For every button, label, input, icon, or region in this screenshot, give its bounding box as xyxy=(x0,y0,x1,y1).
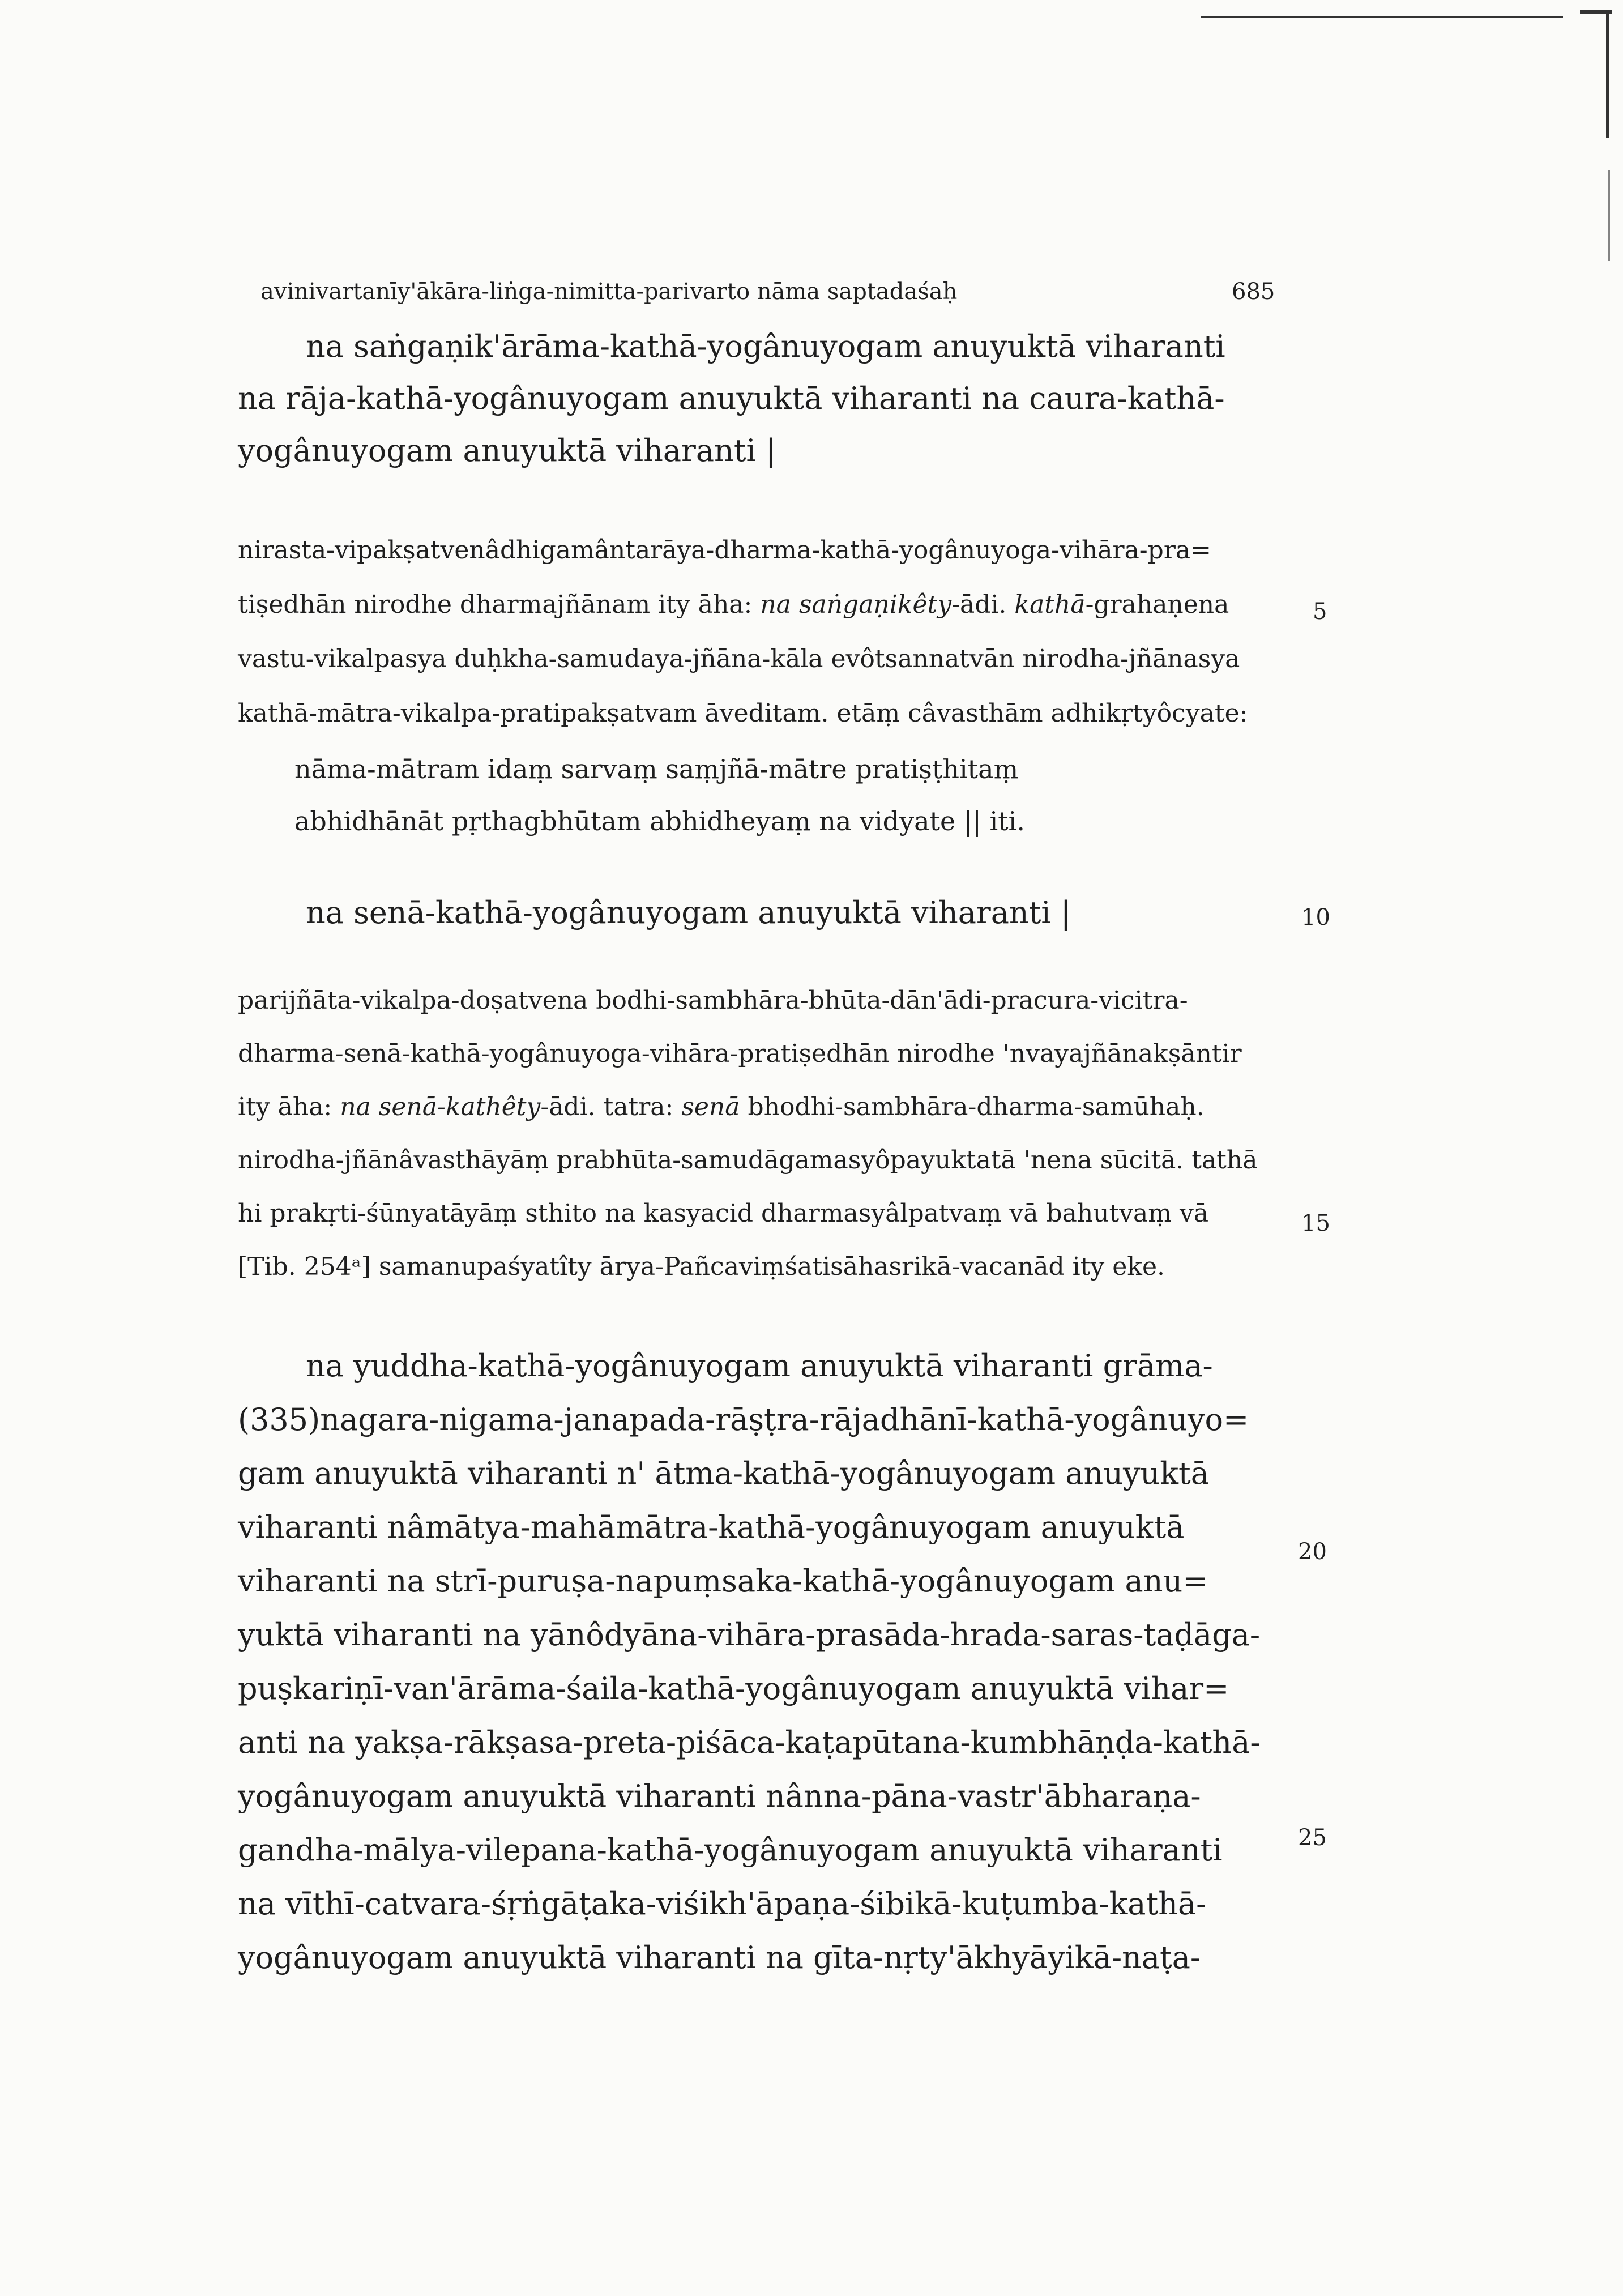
mula-block-3 xyxy=(238,1348,1261,1996)
lemma: kathā xyxy=(1014,590,1086,619)
commentary-line: nirasta-vipakṣatvenâdhigamântarāya-dharma-kathā-yogânuyoga-vihāra-pra= xyxy=(238,536,1211,565)
commentary-text: ity āha: xyxy=(238,1092,340,1121)
mula-line: yogânuyogam anuyuktā viharanti nânna-pāna-vastr'ābharaṇa- xyxy=(238,1778,1201,1814)
margin-line-number: 5 xyxy=(1313,599,1327,625)
commentary-text: tiṣedhān nirodhe dharmajñānam ity āha: xyxy=(238,590,761,619)
mula-line: na rāja-kathā-yogânuyogam anuyuktā viharanti na caura-kathā- xyxy=(238,381,1225,416)
commentary-line: vastu-vikalpasya duḥkha-samudaya-jñāna-kāla evôtsannatvān nirodha-jñānasya xyxy=(238,645,1240,673)
mula-line: yogânuyogam anuyuktā viharanti na gīta-nṛty'ākhyāyikā-naṭa- xyxy=(238,1940,1201,1975)
mula-line: viharanti nâmātya-mahāmātra-kathā-yogânuyogam anuyuktā xyxy=(238,1509,1185,1545)
mula-line: anti na yakṣa-rākṣasa-preta-piśāca-kaṭapūtana-kumbhāṇḍa-kathā- xyxy=(238,1725,1261,1760)
mula-line: na vīthī-catvara-śṛṅgāṭaka-viśikh'āpaṇa-śibikā-kuṭumba-kathā- xyxy=(238,1886,1207,1922)
mula-block-1 xyxy=(238,328,1225,488)
commentary-text: -ādi. xyxy=(951,590,1015,619)
mula-line: viharanti na strī-puruṣa-napuṃsaka-kathā-yogânuyogam anu= xyxy=(238,1563,1208,1599)
verse-block xyxy=(294,756,1025,860)
commentary-text: -ādi. tatra: xyxy=(540,1092,682,1121)
mula-line: gandha-mālya-vilepana-kathā-yogânuyogam anuyuktā viharanti xyxy=(238,1832,1223,1868)
commentary-block-2 xyxy=(238,988,1257,1308)
commentary-text: -grahaṇena xyxy=(1085,590,1229,619)
verse-line: abhidhānāt pṛthagbhūtam abhidheyaṃ na vidyate || iti. xyxy=(294,806,1025,837)
commentary-line: [Tib. 254ᵃ] samanupaśyatîty ārya-Pañcaviṃśatisāhasrikā-vacanād ity eke. xyxy=(238,1252,1165,1281)
commentary-line: nirodha-jñānâvasthāyāṃ prabhūta-samudāgamasyôpayuktatā 'nena sūcitā. tathā xyxy=(238,1146,1258,1175)
verse-line: nāma-mātram idaṃ sarvaṃ saṃjñā-mātre pratiṣṭhitaṃ xyxy=(294,754,1019,784)
commentary-line xyxy=(238,592,1248,647)
mula-line: gam anuyuktā viharanti n' ātma-kathā-yogânuyogam anuyuktā xyxy=(238,1456,1209,1491)
margin-line-number: 15 xyxy=(1301,1210,1330,1236)
mula-line: na saṅgaṇik'ārāma-kathā-yogânuyogam anuyuktā viharanti xyxy=(306,328,1225,364)
margin-line-number: 20 xyxy=(1298,1539,1327,1565)
scan-edge-right-rule xyxy=(1606,14,1609,138)
margin-line-number: 10 xyxy=(1301,904,1330,931)
scan-edge-top-rule xyxy=(1201,16,1563,18)
page-number: 685 xyxy=(1232,279,1275,305)
lemma: senā xyxy=(681,1092,740,1121)
running-title: avinivartanīy'ākāra-liṅga-nimitta-parivarto nāma saptadaśaḥ xyxy=(260,279,958,305)
mula-line: yuktā viharanti na yānôdyāna-vihāra-prasāda-hrada-saras-taḍāga- xyxy=(238,1617,1261,1653)
commentary-line: parijñāta-vikalpa-doṣatvena bodhi-sambhāra-bhūta-dān'ādi-pracura-vicitra- xyxy=(238,986,1188,1015)
mula-line: na yuddha-kathā-yogânuyogam anuyuktā viharanti grāma- xyxy=(306,1348,1213,1384)
commentary-line: dharma-senā-kathā-yogânuyoga-vihāra-pratiṣedhān nirodhe 'nvayajñānakṣāntir xyxy=(238,1039,1242,1068)
commentary-line xyxy=(238,1092,1257,1148)
margin-line-number: 25 xyxy=(1298,1825,1327,1851)
scan-edge-right-rule-lower xyxy=(1608,170,1610,261)
lemma: na saṅgaṇikêty xyxy=(760,590,952,619)
commentary-text: bhodhi-sambhāra-dharma-samūhaḥ. xyxy=(740,1092,1205,1121)
mula-line: na senā-kathā-yogânuyogam anuyuktā viharanti | xyxy=(306,895,1071,931)
mula-line: yogânuyogam anuyuktā viharanti | xyxy=(238,433,776,468)
lemma: na senā-kathêty xyxy=(340,1092,541,1121)
commentary-block-1 xyxy=(238,538,1248,756)
commentary-line: kathā-mātra-vikalpa-pratipakṣatvam āveditam. etāṃ câvasthām adhikṛtyôcyate: xyxy=(238,699,1248,728)
commentary-line: hi prakṛti-śūnyatāyāṃ sthito na kasyacid dharmasyâlpatvaṃ vā bahutvaṃ vā xyxy=(238,1199,1209,1228)
mula-line: puṣkariṇī-van'ārāma-śaila-kathā-yogânuyogam anuyuktā vihar= xyxy=(238,1671,1229,1706)
mula-line: (335)nagara-nigama-janapada-rāṣṭra-rājadhānī-kathā-yogânuyo= xyxy=(238,1402,1249,1437)
